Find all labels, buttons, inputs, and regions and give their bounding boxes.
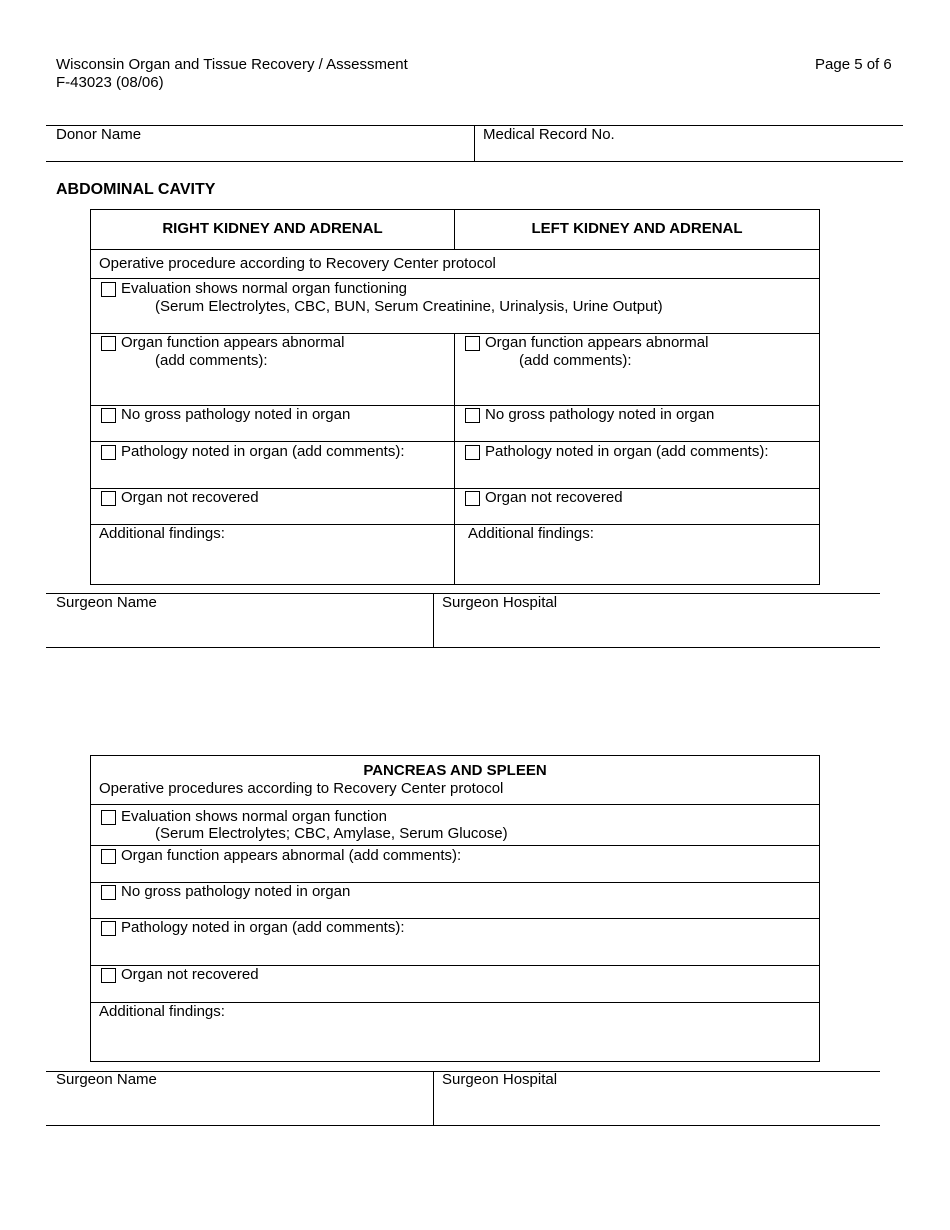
pancreas-abnormal-label: Organ function appears abnormal (add comments): [121,847,462,864]
left-kidney-not-recovered-checkbox[interactable] [465,491,480,506]
left-kidney-not-recovered-label: Organ not recovered [485,489,623,506]
page-number: Page 5 of 6 [815,56,892,73]
left-kidney-additional-findings-label: Additional findings: [468,525,594,542]
left-kidney-add-comments: (add comments): [519,352,632,369]
left-kidney-pathology-label: Pathology noted in organ (add comments): [485,443,769,460]
kidney-row-line [90,278,820,279]
donor-row-divider [474,125,475,161]
pancreas-row-line [90,845,820,846]
donor-name-label: Donor Name [56,126,142,143]
left-kidney-abnormal-checkbox[interactable] [465,336,480,351]
left-kidney-abnormal-label: Organ function appears abnormal [485,334,709,351]
surgeon1-name-field[interactable] [47,615,432,645]
surgeon1-hospital-label: Surgeon Hospital [442,594,558,611]
pancreas-eval-normal-checkbox[interactable] [101,810,116,825]
pancreas-not-recovered-checkbox[interactable] [101,968,116,983]
pancreas-eval-normal-label: Evaluation shows normal organ function [121,808,387,825]
pancreas-pathology-label: Pathology noted in organ (add comments): [121,919,405,936]
right-kidney-no-pathology-label: No gross pathology noted in organ [121,406,351,423]
kidney-column-divider [454,333,455,585]
right-kidney-pathology-checkbox[interactable] [101,445,116,460]
section-title-abdominal-cavity: ABDOMINAL CAVITY [56,181,216,198]
right-kidney-not-recovered-label: Organ not recovered [121,489,259,506]
right-kidney-header: RIGHT KIDNEY AND ADRENAL [162,220,383,237]
left-kidney-header: LEFT KIDNEY AND ADRENAL [531,220,743,237]
kidney-eval-normal-checkbox[interactable] [101,282,116,297]
left-kidney-no-pathology-checkbox[interactable] [465,408,480,423]
kidney-eval-details: (Serum Electrolytes, CBC, BUN, Serum Creatinine, Urinalysis, Urine Output) [155,298,663,315]
donor-row-bottom-border [46,161,903,162]
kidney-row-line [90,441,820,442]
donor-name-field[interactable] [47,146,473,160]
surgeon1-row-divider [433,593,434,647]
surgeon1-name-label: Surgeon Name [56,594,157,611]
right-kidney-abnormal-checkbox[interactable] [101,336,116,351]
surgeon2-row-bottom-border [46,1125,880,1126]
pancreas-eval-details: (Serum Electrolytes; CBC, Amylase, Serum Glucose) [155,825,508,842]
pancreas-header: PANCREAS AND SPLEEN [363,762,547,779]
form-number: F-43023 (08/06) [56,74,164,91]
pancreas-procedure-text: Operative procedures according to Recovery Center protocol [99,780,504,797]
right-kidney-not-recovered-checkbox[interactable] [101,491,116,506]
pancreas-no-pathology-checkbox[interactable] [101,885,116,900]
surgeon2-name-label: Surgeon Name [56,1071,157,1088]
right-kidney-no-pathology-checkbox[interactable] [101,408,116,423]
right-kidney-abnormal-label: Organ function appears abnormal [121,334,345,351]
right-kidney-additional-findings-label: Additional findings: [99,525,225,542]
surgeon1-row-bottom-border [46,647,880,648]
form-title: Wisconsin Organ and Tissue Recovery / Assessment [56,56,408,73]
kidney-procedure-text: Operative procedure according to Recovery Center protocol [99,255,496,272]
pancreas-pathology-checkbox[interactable] [101,921,116,936]
pancreas-additional-findings-label: Additional findings: [99,1003,225,1020]
surgeon2-hospital-label: Surgeon Hospital [442,1071,558,1088]
left-kidney-pathology-checkbox[interactable] [465,445,480,460]
right-kidney-pathology-label: Pathology noted in organ (add comments): [121,443,405,460]
medical-record-field[interactable] [476,146,902,160]
left-kidney-no-pathology-label: No gross pathology noted in organ [485,406,715,423]
pancreas-row-line [90,804,820,805]
surgeon2-name-field[interactable] [47,1093,432,1123]
surgeon1-hospital-field[interactable] [435,615,879,645]
surgeon2-row-divider [433,1071,434,1125]
pancreas-no-pathology-label: No gross pathology noted in organ [121,883,351,900]
kidney-row-line [90,249,820,250]
pancreas-abnormal-checkbox[interactable] [101,849,116,864]
medical-record-label: Medical Record No. [483,126,615,143]
right-kidney-add-comments: (add comments): [155,352,268,369]
surgeon2-hospital-field[interactable] [435,1093,879,1123]
pancreas-not-recovered-label: Organ not recovered [121,966,259,983]
kidney-eval-normal-label: Evaluation shows normal organ functioning [121,280,408,297]
